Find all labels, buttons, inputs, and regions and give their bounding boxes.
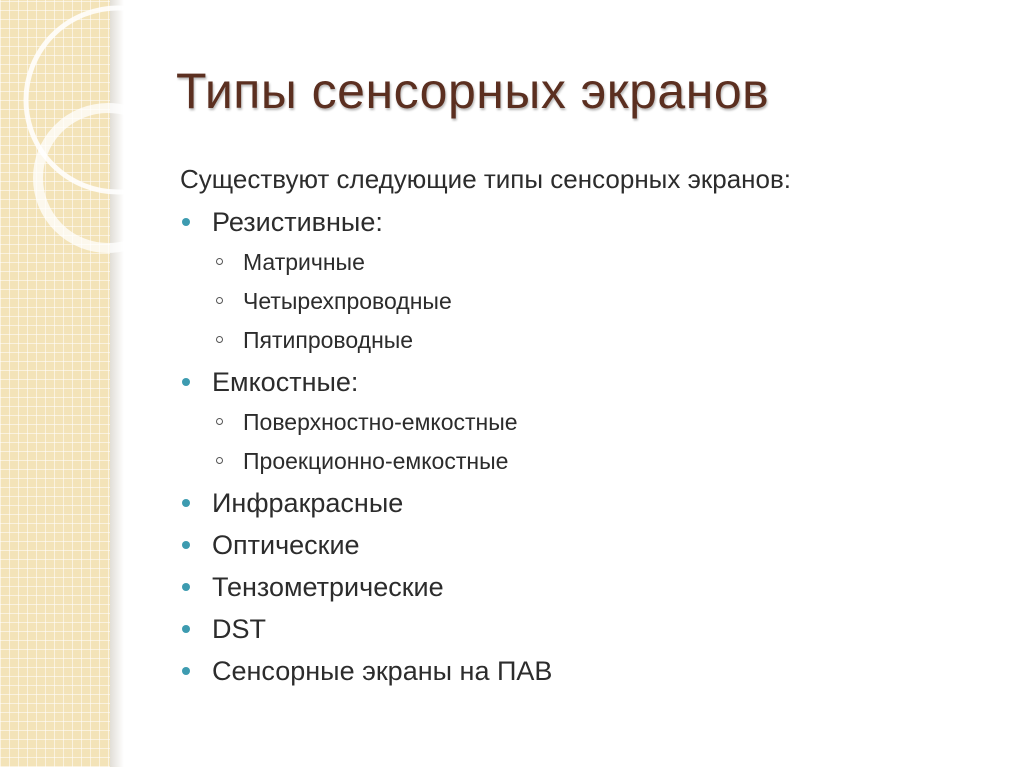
list-item-label: Оптические <box>212 530 360 560</box>
decorative-ring-large <box>26 8 160 192</box>
sub-list-item <box>212 246 552 278</box>
sub-list-item-label: Четырехпроводные <box>243 288 452 314</box>
list-item <box>180 206 552 356</box>
slide-title: Типы сенсорных экранов <box>176 63 770 119</box>
sub-list-item-label: Проекционно-емкостные <box>243 448 509 474</box>
bullet-dot-icon <box>182 541 190 549</box>
bullet-dot-icon <box>182 583 190 591</box>
sub-list-item <box>212 406 552 438</box>
list-item <box>180 366 552 477</box>
list-item-label: Сенсорные экраны на ПАВ <box>212 656 553 686</box>
decorative-ring-small <box>38 108 160 248</box>
sub-list <box>212 246 552 356</box>
ring-bullet-icon <box>216 297 223 304</box>
ring-bullet-icon <box>216 258 223 265</box>
ring-bullet-icon <box>216 336 223 343</box>
sub-list-item <box>212 445 552 477</box>
sub-list-item-label: Матричные <box>243 249 365 275</box>
decorative-rings <box>0 0 160 280</box>
sub-list-item <box>212 324 552 356</box>
list-item <box>180 613 552 645</box>
ring-bullet-icon <box>216 418 223 425</box>
list-item <box>180 655 552 687</box>
bullet-list <box>180 206 552 697</box>
bullet-dot-icon <box>182 667 190 675</box>
slide-intro-text: Существуют следующие типы сенсорных экранов: <box>180 164 792 194</box>
list-item <box>180 529 552 561</box>
bullet-dot-icon <box>182 218 190 226</box>
sub-list-item-label: Поверхностно-емкостные <box>243 409 518 435</box>
list-item <box>180 487 552 519</box>
ring-bullet-icon <box>216 457 223 464</box>
bullet-dot-icon <box>182 499 190 507</box>
list-item-label: Инфракрасные <box>212 488 404 518</box>
list-item <box>180 571 552 603</box>
sub-list <box>212 406 552 477</box>
sub-list-item <box>212 285 552 317</box>
list-item-label: Резистивные: <box>212 207 383 237</box>
list-item-label: DST <box>212 614 266 644</box>
list-item-label: Емкостные: <box>212 367 359 397</box>
bullet-dot-icon <box>182 378 190 386</box>
sub-list-item-label: Пятипроводные <box>243 327 414 353</box>
bullet-dot-icon <box>182 625 190 633</box>
list-item-label: Тензометрические <box>212 572 444 602</box>
